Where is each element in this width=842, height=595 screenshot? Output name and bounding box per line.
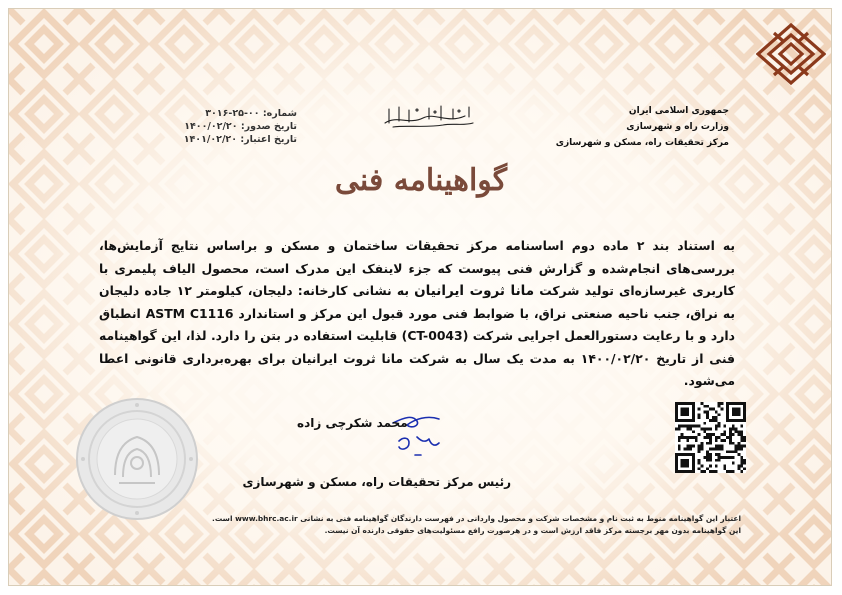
signatory-title: رئیس مرکز تحقیقات راه، مسکن و شهرسازی [242,475,511,489]
center-name: مرکز تحقیقات راه، مسکن و شهرسازی [555,138,729,148]
certificate-title: گواهینامه فنی [334,163,508,198]
bismillah-calligraphy [379,101,479,131]
validity-date-label: تاریخ اعتبار: [240,134,297,145]
corner-ornament [756,23,826,85]
company-name: مانا ثروت ایرانیان [414,283,535,299]
certificate-sheet [8,8,832,586]
issue-date-label: تاریخ صدور: [240,121,297,132]
number-label: شماره: [262,108,297,119]
validity-date-row [107,133,297,146]
country-name: جمهوری اسلامی ایران [628,106,729,116]
validity-date-value: ۱۴۰۱/۰۲/۲۰ [183,134,238,145]
signatory-name: محمد شکرچی زاده [297,416,408,430]
embossed-seal [71,393,203,525]
footer-line-1-text: اعتبار این گواهینامه منوط به ثبت نام و مشخصات شرکت و محصول واردانی در فهرست دارندگان گواهینامه فنی به نشانی [300,514,741,523]
qr-code [675,402,746,473]
issuer-header [509,103,729,151]
issue-date-value: ۱۴۰۰/۰۲/۲۰ [184,121,238,132]
footer-note [121,513,741,537]
number-value: ۰۰-۲۵-۳۰۱۶ [205,108,260,119]
footer-line-2: این گواهینامه بدون مهر برجسته مرکز فاقد ارزش است و در هرصورت رافع مسئولیت‌های حقوقی دارنده آن نیست. [324,526,741,535]
ministry-name: وزارت راه و شهرسازی [626,122,729,132]
footer-line-1-end: است. [212,514,233,523]
body-part-1: به استناد بند ۲ ماده دوم اساسنامه مرکز تحقیقات ساختمان و مسکن و براساس نتایج آزمایش‌ها، بررسی‌های انجام‌شده و گزارش فنی پیوست که جزء لاینفک این مدرک است، محصول الیاف پلیمری با کاربری غیرسازه‌ای تولید شرکت [99,238,735,298]
website-link[interactable]: www.bhrc.ac.ir [235,514,298,523]
footer-line-1 [121,513,741,525]
reference-number-row [107,107,297,120]
reference-block [107,107,297,146]
issue-date-row [107,120,297,133]
certificate-body [99,235,735,393]
body-part-2: به نشانی کارخانه: دلیجان، کیلومتر ۱۲ جاده دلیجان به نراق، جنب ناحیه صنعتی نراق، با ضوابط فنی مورد قبول این مرکز و استاندارد ASTM C1116 انطباق دارد و با رعایت دستورالعمل اجرایی شرکت (CT-0043) قابلیت استفاده در بتن را دارد. لذا، این گواهینامه فنی از تاریخ ۱۴۰۰/۰۲/۲۰ به مدت یک سال به شرکت مانا ثروت ایرانیان برای بهره‌برداری قانونی اعطا می‌شود. [99,283,736,388]
